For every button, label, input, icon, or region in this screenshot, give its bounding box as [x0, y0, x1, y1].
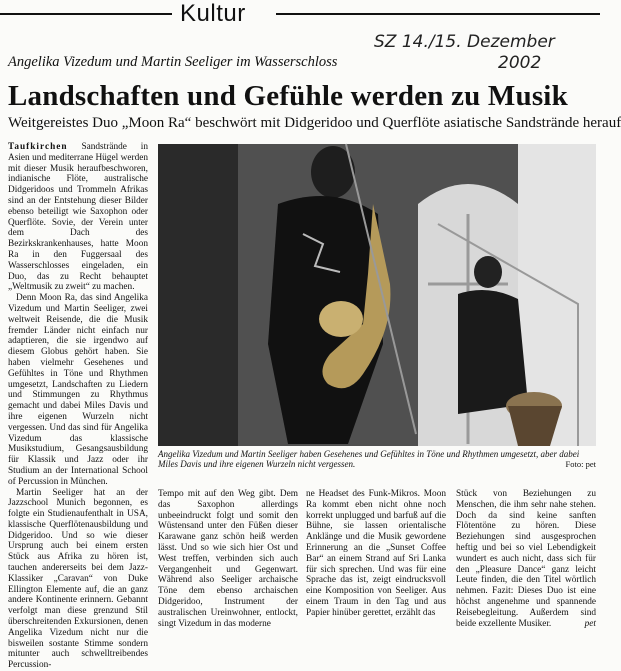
kicker: Angelika Vizedum und Martin Seeliger im Wasserschloss — [8, 54, 337, 71]
paragraph: Stück von Beziehungen zu Menschen, die ihm sehr nahe stehen. Doch da sind keine sanften Flötentöne zu hören. Diese Beziehungen sind ausgesprochen heftig und bei so viel Lebendigkeit wundert es auch nicht, dass sich für den „Pleasure Dance“ ganz leicht Leute finden, die den Titel wörtlich nehmen. Fazit: Dieses Duo ist eine höchst angenehme und spannende Reisebegleitung. Außerdem sind beide exzellente Musiker. — [456, 489, 596, 629]
header-rule-right — [276, 13, 600, 15]
article-column-3: ne Headset des Funk-Mikros. Moon Ra kommt eben nicht ohne noch korrekt unplugged und barfuß auf die Bühne, sie lassen orientalische Anklänge und die Musik gewordene Erinnerung an die „Sunset Coffee Bar“ an einem Strand auf Sri Lanka für sich sprechen. Und was für eine Sprache das ist, zeigt eindrucksvoll eine Komposition von Seeliger. Aus einem Traum in den Tag und aus Papier hinüber gerettet, erzählt das — [306, 489, 446, 622]
subheadline: Weitgereistes Duo „Moon Ra“ beschwört mit Didgeridoo und Querflöte asiatische Sandstrände herauf — [8, 115, 621, 132]
paragraph: Sandstrände in Asien und mediterrane Hügel werden mit dieser Musik heraufbeschworen, indianische Flöte, australische Didgeridoos und Trommeln Afrikas sind an der Entstehung dieser Bilder ebenso beteiligt wie Saxophon oder Querflöte. Sovie, der Verein unter dem Dach des Bezirkskrankenhauses, hatte Moon Ra in den Fuggersaal des Wasserschlosses eingeladen, ein Duo, das zu Recht behauptet „Weltmusik zu zweit“ zu machen. — [8, 142, 148, 292]
article-column-1 — [8, 142, 148, 622]
article-column-4 — [456, 489, 596, 622]
section-title: Kultur — [180, 0, 246, 28]
dateline: Taufkirchen — [8, 142, 68, 152]
handwritten-year-note: 2002 — [498, 53, 541, 73]
photo-credit: Foto: pet — [566, 459, 596, 469]
paragraph: Martin Seeliger hat an der Jazzschool Munich begonnen, es folgte ein Studienaufenthalt in USA, klassische Querflötenausbildung und Didgeridoo. Und so wie dieser Ursprung auch bei einem ersten Stück aus Afrika zu hören ist, tauchen andererseits bei dem Jazz-Klassiker „Caravan“ von Duke Ellington Elemente auf, die an ganz andere Kontinente erinnern. Gebannt verfolgt man diese grenzund Stil überschreitenden Exkursionen, denen Angelika Vizedum nicht nur die bisweilen sostante Stimme sondern mitunter auch schwelltreibendes Percussion- — [8, 488, 148, 671]
author-signature: pet — [585, 619, 596, 630]
caption-text: Angelika Vizedum und Martin Seeliger haben Gesehenes und Gefühltes in Töne und Rhythmen umgesetzt, aber dabei Miles Davis und ihre eigenen Wurzeln nicht vergessen. — [158, 449, 579, 469]
article-column-2: Tempo mit auf den Weg gibt. Dem das Saxophon allerdings unbeeindruckt folgt und somit den Wüstensand unter den Füßen dieser Karawane ganz schön heiß werden lässt. Und so wie sich hier Ost und West treffen, verbinden sich auch Vergangenheit und Gegenwart. Während also Seeliger archaische Töne dem ebenso archaischen Didgeridoo, Instrument der australischen Ureinwohner, entlockt, singt Vizedum in das moderne — [158, 489, 298, 622]
handwritten-source-note: SZ 14./15. Dezember — [374, 32, 555, 52]
photo-caption — [158, 449, 596, 469]
headline: Landschaften und Gefühle werden zu Musik — [8, 80, 568, 113]
concert-photo — [158, 144, 596, 446]
paragraph: Denn Moon Ra, das sind Angelika Vizedum und Martin Seeliger, zwei weltweit Reisende, die die Musik fremder Länder nicht einfach nur adaptieren, die sie irgendwo auf diesem Globus gehört haben. Sie haben vielmehr Gesehenes und Gefühltes in Töne und Rhythmen umgesetzt, Landschaften zu Liedern und Stimmungen zu Rhythmus gemacht und dabei Miles Davis und ihre eigenen Wurzeln nicht vergessen. Und das sind für Angelika Vizedum das klassische Musikstudium, Gesangsausbildung für Klassik und Jazz oder ihr Studium an der International School of Percussion in München. — [8, 293, 148, 487]
header-rule-left — [0, 13, 172, 15]
